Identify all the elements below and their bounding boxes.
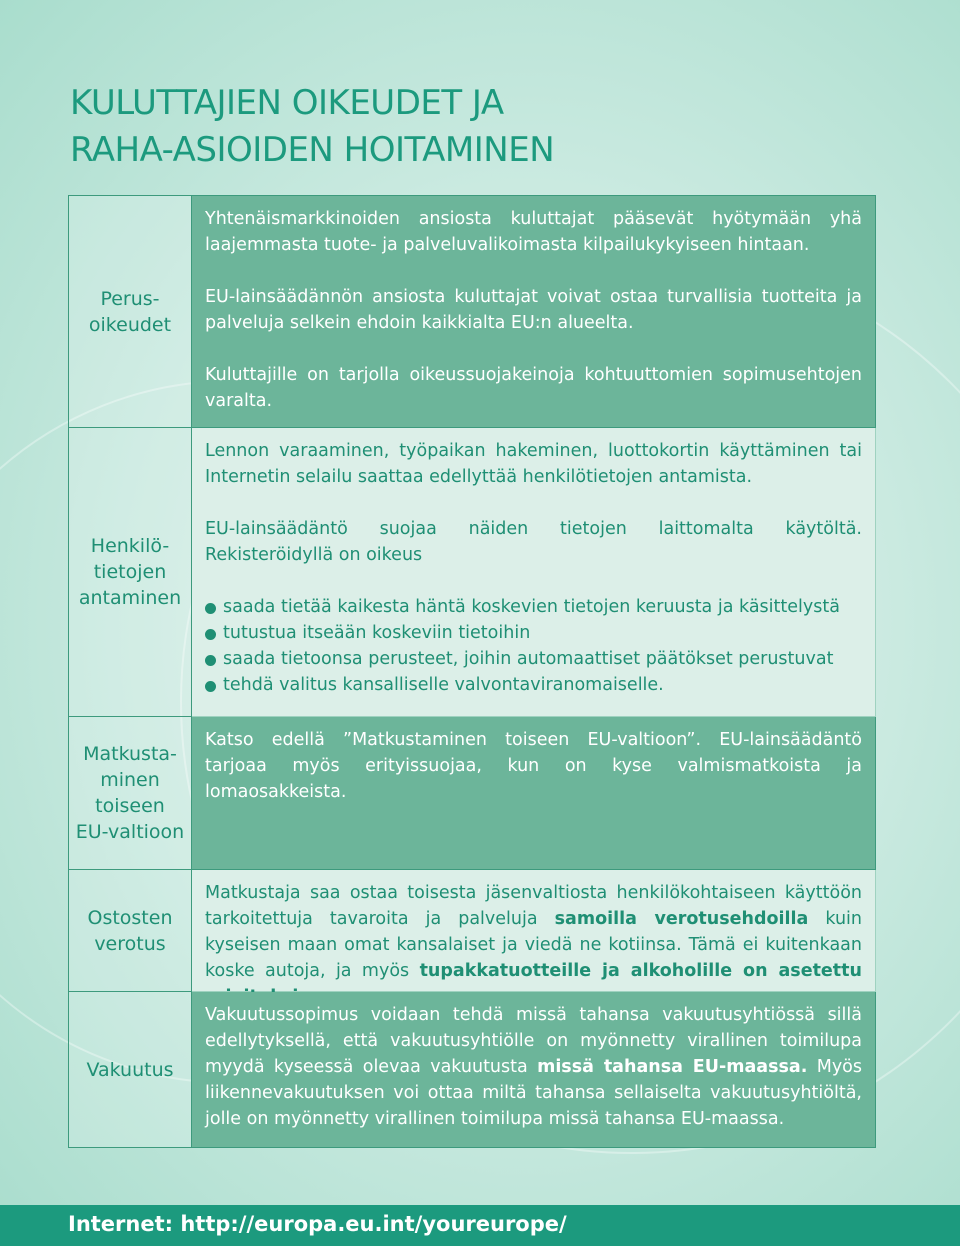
table-row-vakuutus (68, 992, 876, 1148)
emphasis: samoilla verotusehdoilla (554, 909, 809, 929)
row-label-matkustaminen: Matkusta- minen toiseen EU-valtioon (68, 717, 192, 870)
row-content-matkustaminen (192, 717, 876, 870)
text-run: Matkustaja saa ostaa toisesta jäsenvaltiosta henkilökohtaiseen käyttöön tarkoitettuja tavaroita ja palveluja (205, 883, 862, 929)
row-label-vakuutus: Vakuutus (68, 992, 192, 1148)
paragraph: EU-lainsäädäntö suojaa näiden tietojen laittomalta käytöltä. Rekisteröidyllä on oikeus (205, 519, 862, 565)
list-item: saada tietoonsa perusteet, joihin automaattiset päätökset perustuvat (205, 646, 862, 672)
emphasis: missä tahansa EU-maassa. (537, 1057, 808, 1077)
row-label-verotus: Ostosten verotus (68, 870, 192, 992)
list-item: tehdä valitus kansalliselle valvontaviranomaiselle. (205, 672, 862, 698)
page-title-line-1: KULUTTAJIEN OIKEUDET JA (70, 83, 504, 123)
paragraph (205, 1002, 862, 1132)
rights-table (68, 195, 876, 1148)
row-content-verotus (192, 870, 876, 992)
emphasis: tupakkatuotteille ja alkoholille on asetettu (419, 961, 862, 981)
table-row-perusoikeudet (68, 195, 876, 428)
paragraph: Lennon varaaminen, työpaikan hakeminen, luottokortin käyttäminen tai Internetin selailu saattaa edellyttää henkilötietojen antamista. (205, 441, 862, 487)
paragraph: Kuluttajille on tarjolla oikeussuojakeinoja kohtuuttomien sopimusehtojen varalta. (205, 365, 862, 411)
paragraph (205, 880, 862, 1010)
page-title (70, 80, 554, 174)
row-content-perusoikeudet (192, 195, 876, 428)
text-run: Myös liikennevakuutuksen voi ottaa miltä tahansa sellaiselta vakuutusyhtiöltä, jolle on myönnetty virallinen toimilupa missä tahansa EU-maassa. (205, 1057, 863, 1129)
table-row-henkilotiedot (68, 428, 876, 717)
paragraph: EU-lainsäädännön ansiosta kuluttajat voivat ostaa turvallisia tuotteita ja palveluja selkein ehdoin kaikkialta EU:n alueelta. (205, 287, 862, 333)
table-row-verotus (68, 870, 876, 992)
row-label-henkilotiedot: Henkilö- tietojen antaminen (68, 428, 192, 717)
rights-list (205, 594, 862, 698)
row-content-vakuutus (192, 992, 876, 1148)
table-row-matkustaminen (68, 717, 876, 870)
paragraph: Yhtenäismarkkinoiden ansiosta kuluttajat pääsevät hyötymään yhä laajemmasta tuote- ja palveluvalikoimasta kilpailukykyiseen hintaan. (205, 209, 862, 255)
footer-bar (0, 1205, 960, 1246)
footer-url: Internet: http://europa.eu.int/youreurope/ (68, 1212, 567, 1236)
list-item: tutustua itseään koskeviin tietoihin (205, 620, 862, 646)
page-title-line-2: RAHA-ASIOIDEN HOITAMINEN (70, 130, 555, 170)
list-item: saada tietää kaikesta häntä koskevien tietojen keruusta ja käsittelystä (205, 594, 862, 620)
row-label-perusoikeudet: Perus- oikeudet (68, 195, 192, 428)
text-run: kuin kyseisen maan omat kansalaiset ja viedä ne kotiinsa. Tämä ei kuitenkaan koske autoja, ja myös (205, 909, 862, 981)
row-content-henkilotiedot (192, 428, 876, 717)
text-run: Vakuutussopimus voidaan tehdä missä tahansa vakuutusyhtiössä sillä edellytyksellä, että vakuutusyhtiölle on myönnetty virallinen toimilupa myydä kyseessä olevaa vakuutusta (205, 1005, 862, 1077)
paragraph: Katso edellä ”Matkustaminen toiseen EU-valtioon”. EU-lainsäädäntö tarjoaa myös erityissuojaa, kun on kyse valmismatkoista ja lomaosakkeista. (205, 730, 862, 802)
